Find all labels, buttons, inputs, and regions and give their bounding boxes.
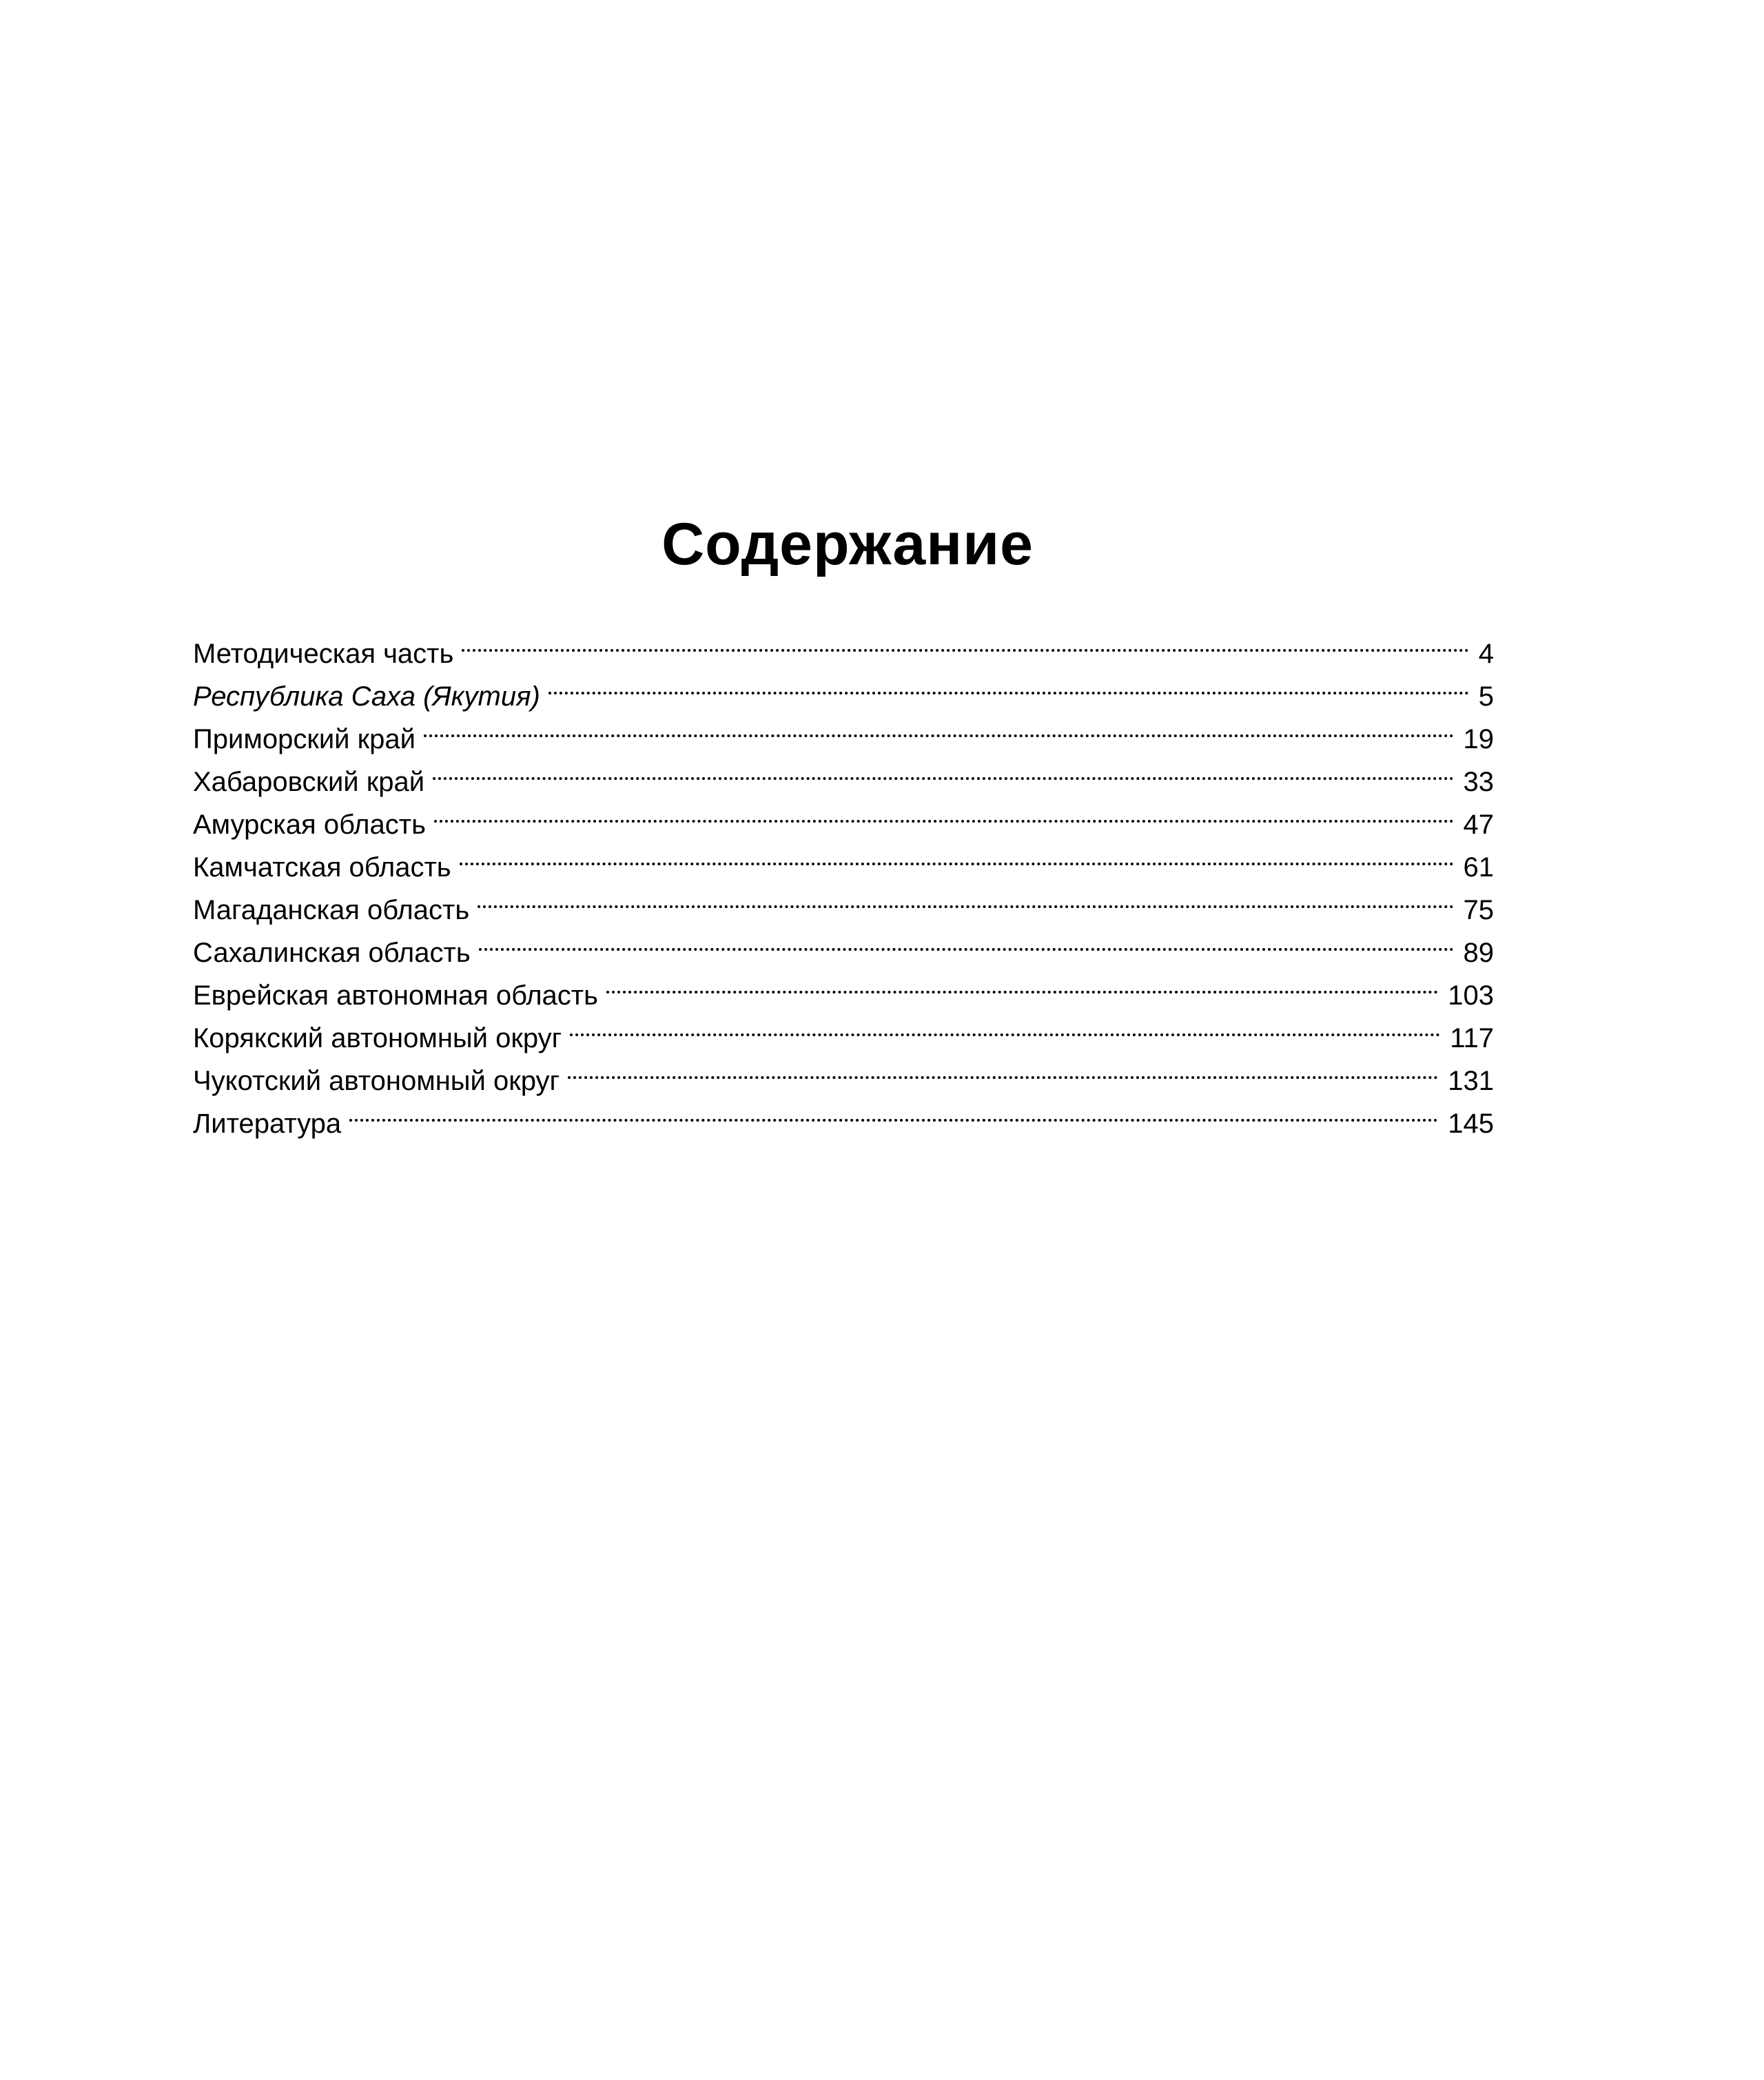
dot-leader <box>568 1047 1438 1090</box>
toc-entry-title: Амурская область <box>193 810 426 840</box>
toc-entry-title: Сахалинская область <box>193 938 471 968</box>
toc-entry-title: Методическая часть <box>193 639 454 669</box>
dot-leader <box>606 962 1438 1005</box>
toc-entry-page: 61 <box>1463 852 1494 883</box>
dot-leader <box>424 706 1454 748</box>
toc-entry-title: Литература <box>193 1109 342 1139</box>
toc-entry[interactable] <box>193 620 1494 669</box>
toc-entry-page: 19 <box>1463 724 1494 754</box>
dot-leader <box>460 834 1454 876</box>
toc-entry-title: Еврейская автономная область <box>193 980 598 1011</box>
toc-entry-title: Корякский автономный округ <box>193 1023 562 1053</box>
dot-leader <box>349 1090 1438 1133</box>
dot-leader <box>433 748 1453 791</box>
toc-entry-page: 89 <box>1463 938 1494 968</box>
toc-entry-title: Магаданская область <box>193 895 470 925</box>
dot-leader <box>478 876 1453 919</box>
toc-entry-title: Камчатская область <box>193 852 451 883</box>
toc-entry-title: Республика Саха (Якутия) <box>193 681 540 712</box>
toc-entry-page: 75 <box>1463 895 1494 925</box>
toc-entry-page: 131 <box>1448 1066 1494 1096</box>
dot-leader <box>434 791 1454 834</box>
dot-leader <box>479 919 1454 962</box>
toc-entry-page: 47 <box>1463 810 1494 840</box>
toc-entry-page: 4 <box>1478 639 1494 669</box>
toc-entry-page: 145 <box>1448 1109 1494 1139</box>
toc-entry[interactable] <box>193 1090 1494 1139</box>
toc-entry-page: 103 <box>1448 980 1494 1011</box>
page-title: Содержание <box>662 511 1034 577</box>
toc-entry-page: 5 <box>1478 681 1494 712</box>
toc-entry-page: 117 <box>1450 1023 1494 1053</box>
dot-leader <box>548 663 1469 706</box>
toc-entry-page: 33 <box>1463 767 1494 797</box>
dot-leader <box>570 1005 1440 1047</box>
toc-entry-title: Чукотский автономный округ <box>193 1066 560 1096</box>
dot-leader <box>462 620 1468 663</box>
toc-entry-title: Приморский край <box>193 724 416 754</box>
toc-entry-title: Хабаровский край <box>193 767 425 797</box>
table-of-contents <box>193 620 1494 1139</box>
